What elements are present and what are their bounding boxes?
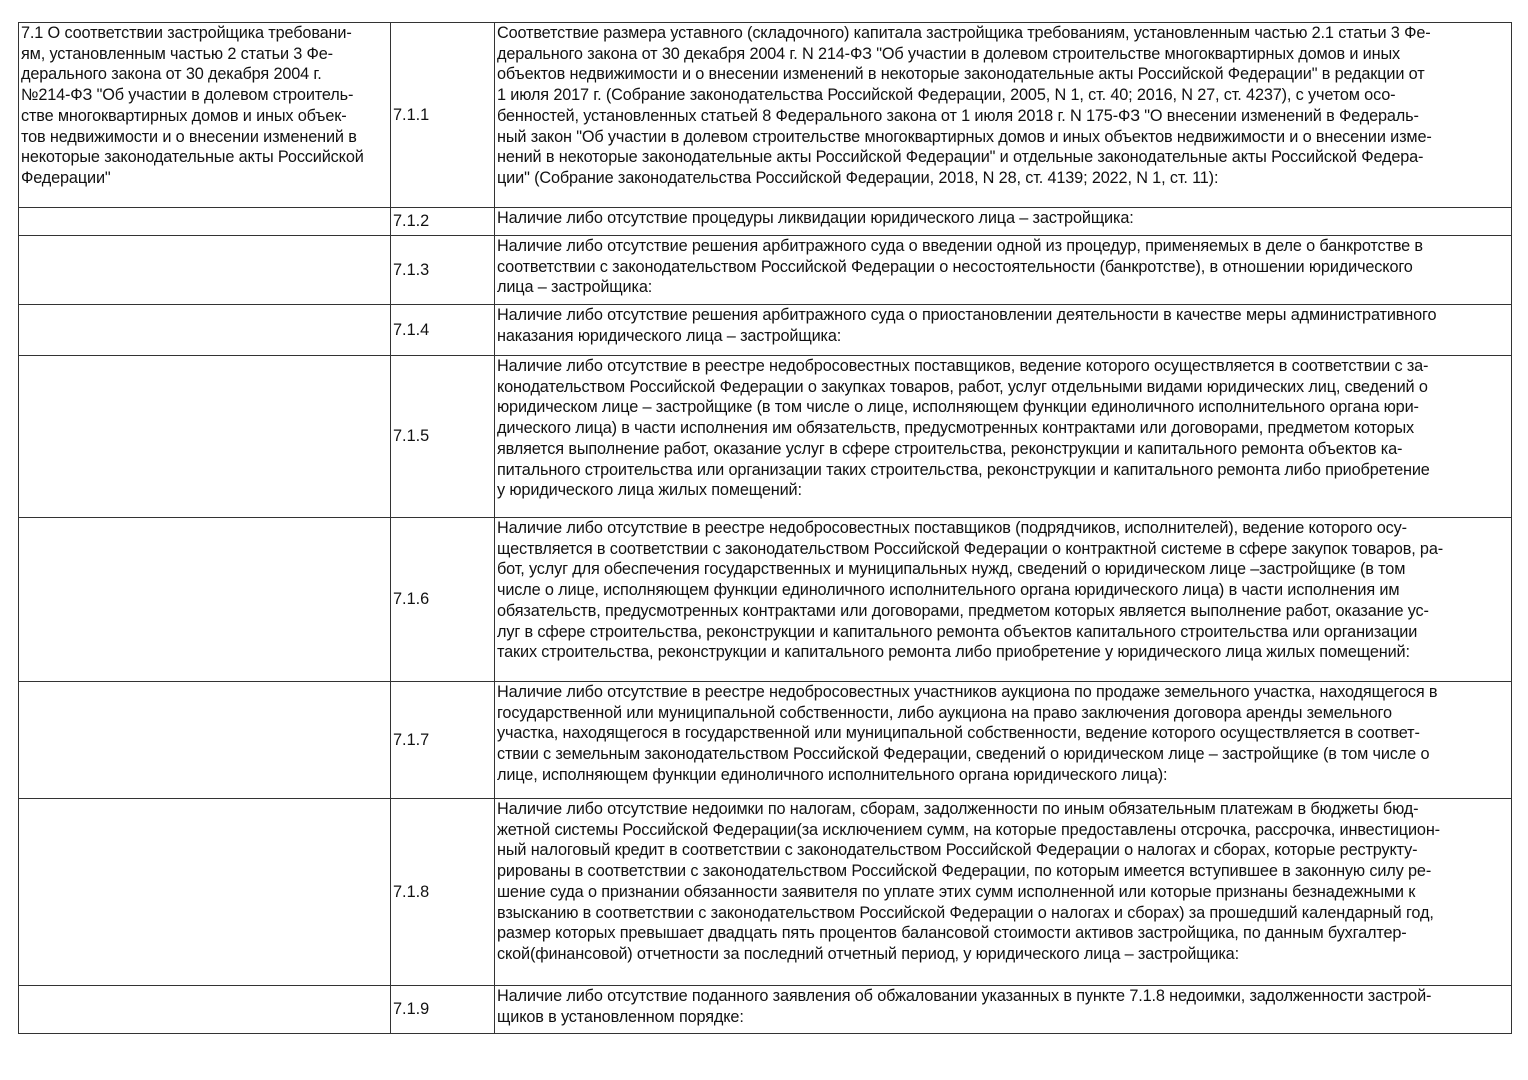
requirement-text-cell-line: Наличие либо отсутствие недоимки по налогам, сборам, задолженности по иным обязательным платежам в бюджеты бюд- bbox=[497, 800, 1419, 818]
requirement-text-cell-line: щиков в установленном порядке: bbox=[497, 1007, 744, 1026]
requirement-text-cell-line: объектов недвижимости и о внесении изменений в некоторые законодательные акты Российской Федерации" в редакции от bbox=[497, 65, 1425, 84]
section-cell bbox=[19, 986, 391, 1034]
section-cell-line: тов недвижимости и о внесении изменений в bbox=[21, 127, 357, 146]
section-cell bbox=[19, 799, 391, 986]
table-row bbox=[19, 305, 1512, 356]
requirement-text-cell-line: числе о лице, исполняющем функции единоличного исполнительного органа юридического лица) в части исполнения им bbox=[497, 581, 1400, 600]
item-number-cell: 7.1.1 bbox=[391, 23, 495, 208]
table-row bbox=[19, 236, 1512, 305]
table-row bbox=[19, 356, 1512, 518]
requirement-text-cell-line: юридическом лице – застройщике (в том числе о лице, исполняющем функции единоличного исполнительного органа юри- bbox=[497, 398, 1419, 417]
section-cell-line: 7.1 О соответствии застройщика требовани- bbox=[21, 24, 352, 42]
section-cell bbox=[19, 518, 391, 682]
section-cell-line: №214-ФЗ "Об участии в долевом строитель- bbox=[21, 86, 354, 105]
requirement-text-cell-line: лица – застройщика: bbox=[497, 278, 653, 297]
requirement-text-cell bbox=[495, 356, 1512, 518]
item-number-cell: 7.1.8 bbox=[391, 799, 495, 986]
section-cell-line: ям, установленным частью 2 статьи 3 Фе- bbox=[21, 44, 333, 63]
requirement-text-cell-line: ществляется в соответствии с законодательством Российской Федерации о контрактной системе в сфере закупок товаров, ра- bbox=[497, 539, 1444, 558]
item-number-cell: 7.1.5 bbox=[391, 356, 495, 518]
requirement-text-cell-line: ный закон "Об участии в долевом строительстве многоквартирных домов и иных объектов недвижимости и о внесении изме- bbox=[497, 127, 1432, 146]
table-row bbox=[19, 23, 1512, 208]
item-number-cell: 7.1.9 bbox=[391, 986, 495, 1034]
requirement-text-cell-line: нений в некоторые законодательные акты Российской Федерации" и отдельные законодательные акты Российской Федера- bbox=[497, 148, 1424, 167]
requirement-text-cell-line: Соответствие размера уставного (складочного) капитала застройщика требованиям, установленным частью 2.1 статьи 3 Фе- bbox=[497, 24, 1431, 42]
requirement-text-cell-line: луг в сфере строительства, реконструкции и капитального ремонта объектов капитального строительства или организации bbox=[497, 622, 1418, 641]
requirement-text-cell-line: Наличие либо отсутствие решения арбитражного суда о введении одной из процедур, применяемых в деле о банкротстве в bbox=[497, 237, 1423, 255]
section-cell-line: стве многоквартирных домов и иных объек- bbox=[21, 106, 347, 125]
section-cell bbox=[19, 236, 391, 305]
section-cell bbox=[19, 682, 391, 799]
requirement-text-cell-line: бот, услуг для обеспечения государственных и муниципальных нужд, сведений о юридическом лице –застройщике (в том bbox=[497, 560, 1406, 579]
section-cell-line: дерального закона от 30 декабря 2004 г. bbox=[21, 65, 322, 84]
requirement-text-cell-line: таких строительства, реконструкции и капитального ремонта либо приобретение у юридического лица жилых помещений: bbox=[497, 643, 1410, 662]
requirement-text-cell-line: Наличие либо отсутствие решения арбитражного суда о приостановлении деятельности в качестве меры административного bbox=[497, 306, 1437, 324]
requirement-text-cell-line: Наличие либо отсутствие процедуры ликвидации юридического лица – застройщика: bbox=[497, 209, 1134, 227]
requirement-text-cell-line: ской(финансовой) отчетности за последний отчетный период, у юридического лица – застройщика: bbox=[497, 944, 1239, 963]
requirement-text-cell-line: Наличие либо отсутствие в реестре недобросовестных поставщиков (подрядчиков, исполнителей), ведение которого осу- bbox=[497, 519, 1407, 537]
section-cell bbox=[19, 208, 391, 236]
requirement-text-cell-line: ный налоговый кредит в соответствии с законодательством Российской Федерации о налогах и сборах, которые реструкту- bbox=[497, 841, 1418, 860]
requirement-text-cell bbox=[495, 986, 1512, 1034]
requirement-text-cell-line: шение суда о признании обязанности заявителя по уплате этих сумм исполненной или которые признаны безнадежными к bbox=[497, 882, 1416, 901]
requirement-text-cell-line: взысканию в соответствии с законодательством Российской Федерации о налогах и сборах) за прошедший календарный год, bbox=[497, 903, 1434, 922]
requirement-text-cell-line: обязательств, предусмотренных контрактами или договорами, предметом которых является выполнение работ, оказание ус- bbox=[497, 601, 1429, 620]
requirement-text-cell-line: питального строительства или организации таких строительства, реконструкции и капитального ремонта либо приобретение bbox=[497, 460, 1430, 479]
requirement-text-cell-line: 1 июля 2017 г. (Собрание законодательства Российской Федерации, 2005, N 1, ст. 40; 2016, N 27, ст. 4237), с учетом осо- bbox=[497, 86, 1396, 105]
requirement-text-cell-line: наказания юридического лица – застройщика: bbox=[497, 326, 842, 345]
requirement-text-cell-line: рированы в соответствии с законодательством Российской Федерации, по которым имеется вступившее в законную силу ре- bbox=[497, 862, 1432, 881]
requirements-table bbox=[18, 22, 1512, 1034]
table-row bbox=[19, 986, 1512, 1034]
requirement-text-cell-line: государственной или муниципальной собственности, либо аукциона на право заключения договора аренды земельного bbox=[497, 703, 1392, 722]
requirement-text-cell-line: ствии с земельным законодательством Российской Федерации, сведений о юридическом лице – застройщике (в том числе о bbox=[497, 745, 1430, 764]
item-number-cell: 7.1.6 bbox=[391, 518, 495, 682]
requirement-text-cell-line: дерального закона от 30 декабря 2004 г. N 214-ФЗ "Об участии в долевом строительстве многоквартирных домов и иных bbox=[497, 44, 1400, 63]
section-cell bbox=[19, 23, 391, 208]
requirement-text-cell-line: Наличие либо отсутствие поданного заявления об обжаловании указанных в пункте 7.1.8 недоимки, задолженности застрой- bbox=[497, 987, 1432, 1005]
requirement-text-cell-line: ции" (Собрание законодательства Российской Федерации, 2018, N 28, ст. 4139; 2022, N 1, ст. 11): bbox=[497, 168, 1219, 187]
section-cell-line: Федерации" bbox=[21, 168, 111, 187]
requirement-text-cell-line: Наличие либо отсутствие в реестре недобросовестных поставщиков, ведение которого осуществляется в соответствии с за- bbox=[497, 357, 1429, 375]
item-number-cell: 7.1.3 bbox=[391, 236, 495, 305]
item-number-cell: 7.1.7 bbox=[391, 682, 495, 799]
requirement-text-cell bbox=[495, 23, 1512, 208]
requirement-text-cell bbox=[495, 682, 1512, 799]
item-number-cell: 7.1.2 bbox=[391, 208, 495, 236]
requirement-text-cell bbox=[495, 236, 1512, 305]
table-row bbox=[19, 682, 1512, 799]
requirement-text-cell-line: дического лица) в части исполнения им обязательств, предусмотренных контрактами или договорами, предметом которых bbox=[497, 419, 1415, 438]
requirement-text-cell bbox=[495, 305, 1512, 356]
requirement-text-cell-line: является выполнение работ, оказание услуг в сфере строительства, реконструкции и капитального ремонта объектов ка- bbox=[497, 439, 1403, 458]
requirement-text-cell-line: Наличие либо отсутствие в реестре недобросовестных участников аукциона по продаже земельного участка, находящегося в bbox=[497, 683, 1438, 701]
requirement-text-cell-line: у юридического лица жилых помещений: bbox=[497, 481, 802, 500]
requirement-text-cell bbox=[495, 208, 1512, 236]
requirement-text-cell-line: бенностей, установленных статьей 8 Федерального закона от 1 июля 2018 г. N 175-ФЗ "О внесении изменений в Федераль- bbox=[497, 106, 1419, 125]
requirement-text-cell-line: жетной системы Российской Федерации(за исключением сумм, на которые предоставлены отсрочка, рассрочка, инвестицион- bbox=[497, 820, 1440, 839]
table-row bbox=[19, 518, 1512, 682]
table-row bbox=[19, 799, 1512, 986]
requirement-text-cell bbox=[495, 518, 1512, 682]
item-number-cell: 7.1.4 bbox=[391, 305, 495, 356]
requirement-text-cell-line: соответствии с законодательством Российской Федерации о несостоятельности (банкротстве), в отношении юридического bbox=[497, 257, 1413, 276]
requirement-text-cell-line: размер которых превышает двадцать пять процентов балансовой стоимости активов застройщика, по данным бухгалтер- bbox=[497, 924, 1407, 943]
requirement-text-cell-line: участка, находящегося в государственной или муниципальной собственности, ведение которого осуществляется в соответ- bbox=[497, 724, 1420, 743]
section-cell-line: некоторые законодательные акты Российской bbox=[21, 148, 364, 167]
section-cell bbox=[19, 305, 391, 356]
requirement-text-cell-line: конодательством Российской Федерации о закупках товаров, работ, услуг отдельными видами юридических лиц, сведений о bbox=[497, 377, 1428, 396]
table-row bbox=[19, 208, 1512, 236]
requirement-text-cell-line: лице, исполняющем функции единоличного исполнительного органа юридического лица): bbox=[497, 765, 1168, 784]
requirement-text-cell bbox=[495, 799, 1512, 986]
section-cell bbox=[19, 356, 391, 518]
